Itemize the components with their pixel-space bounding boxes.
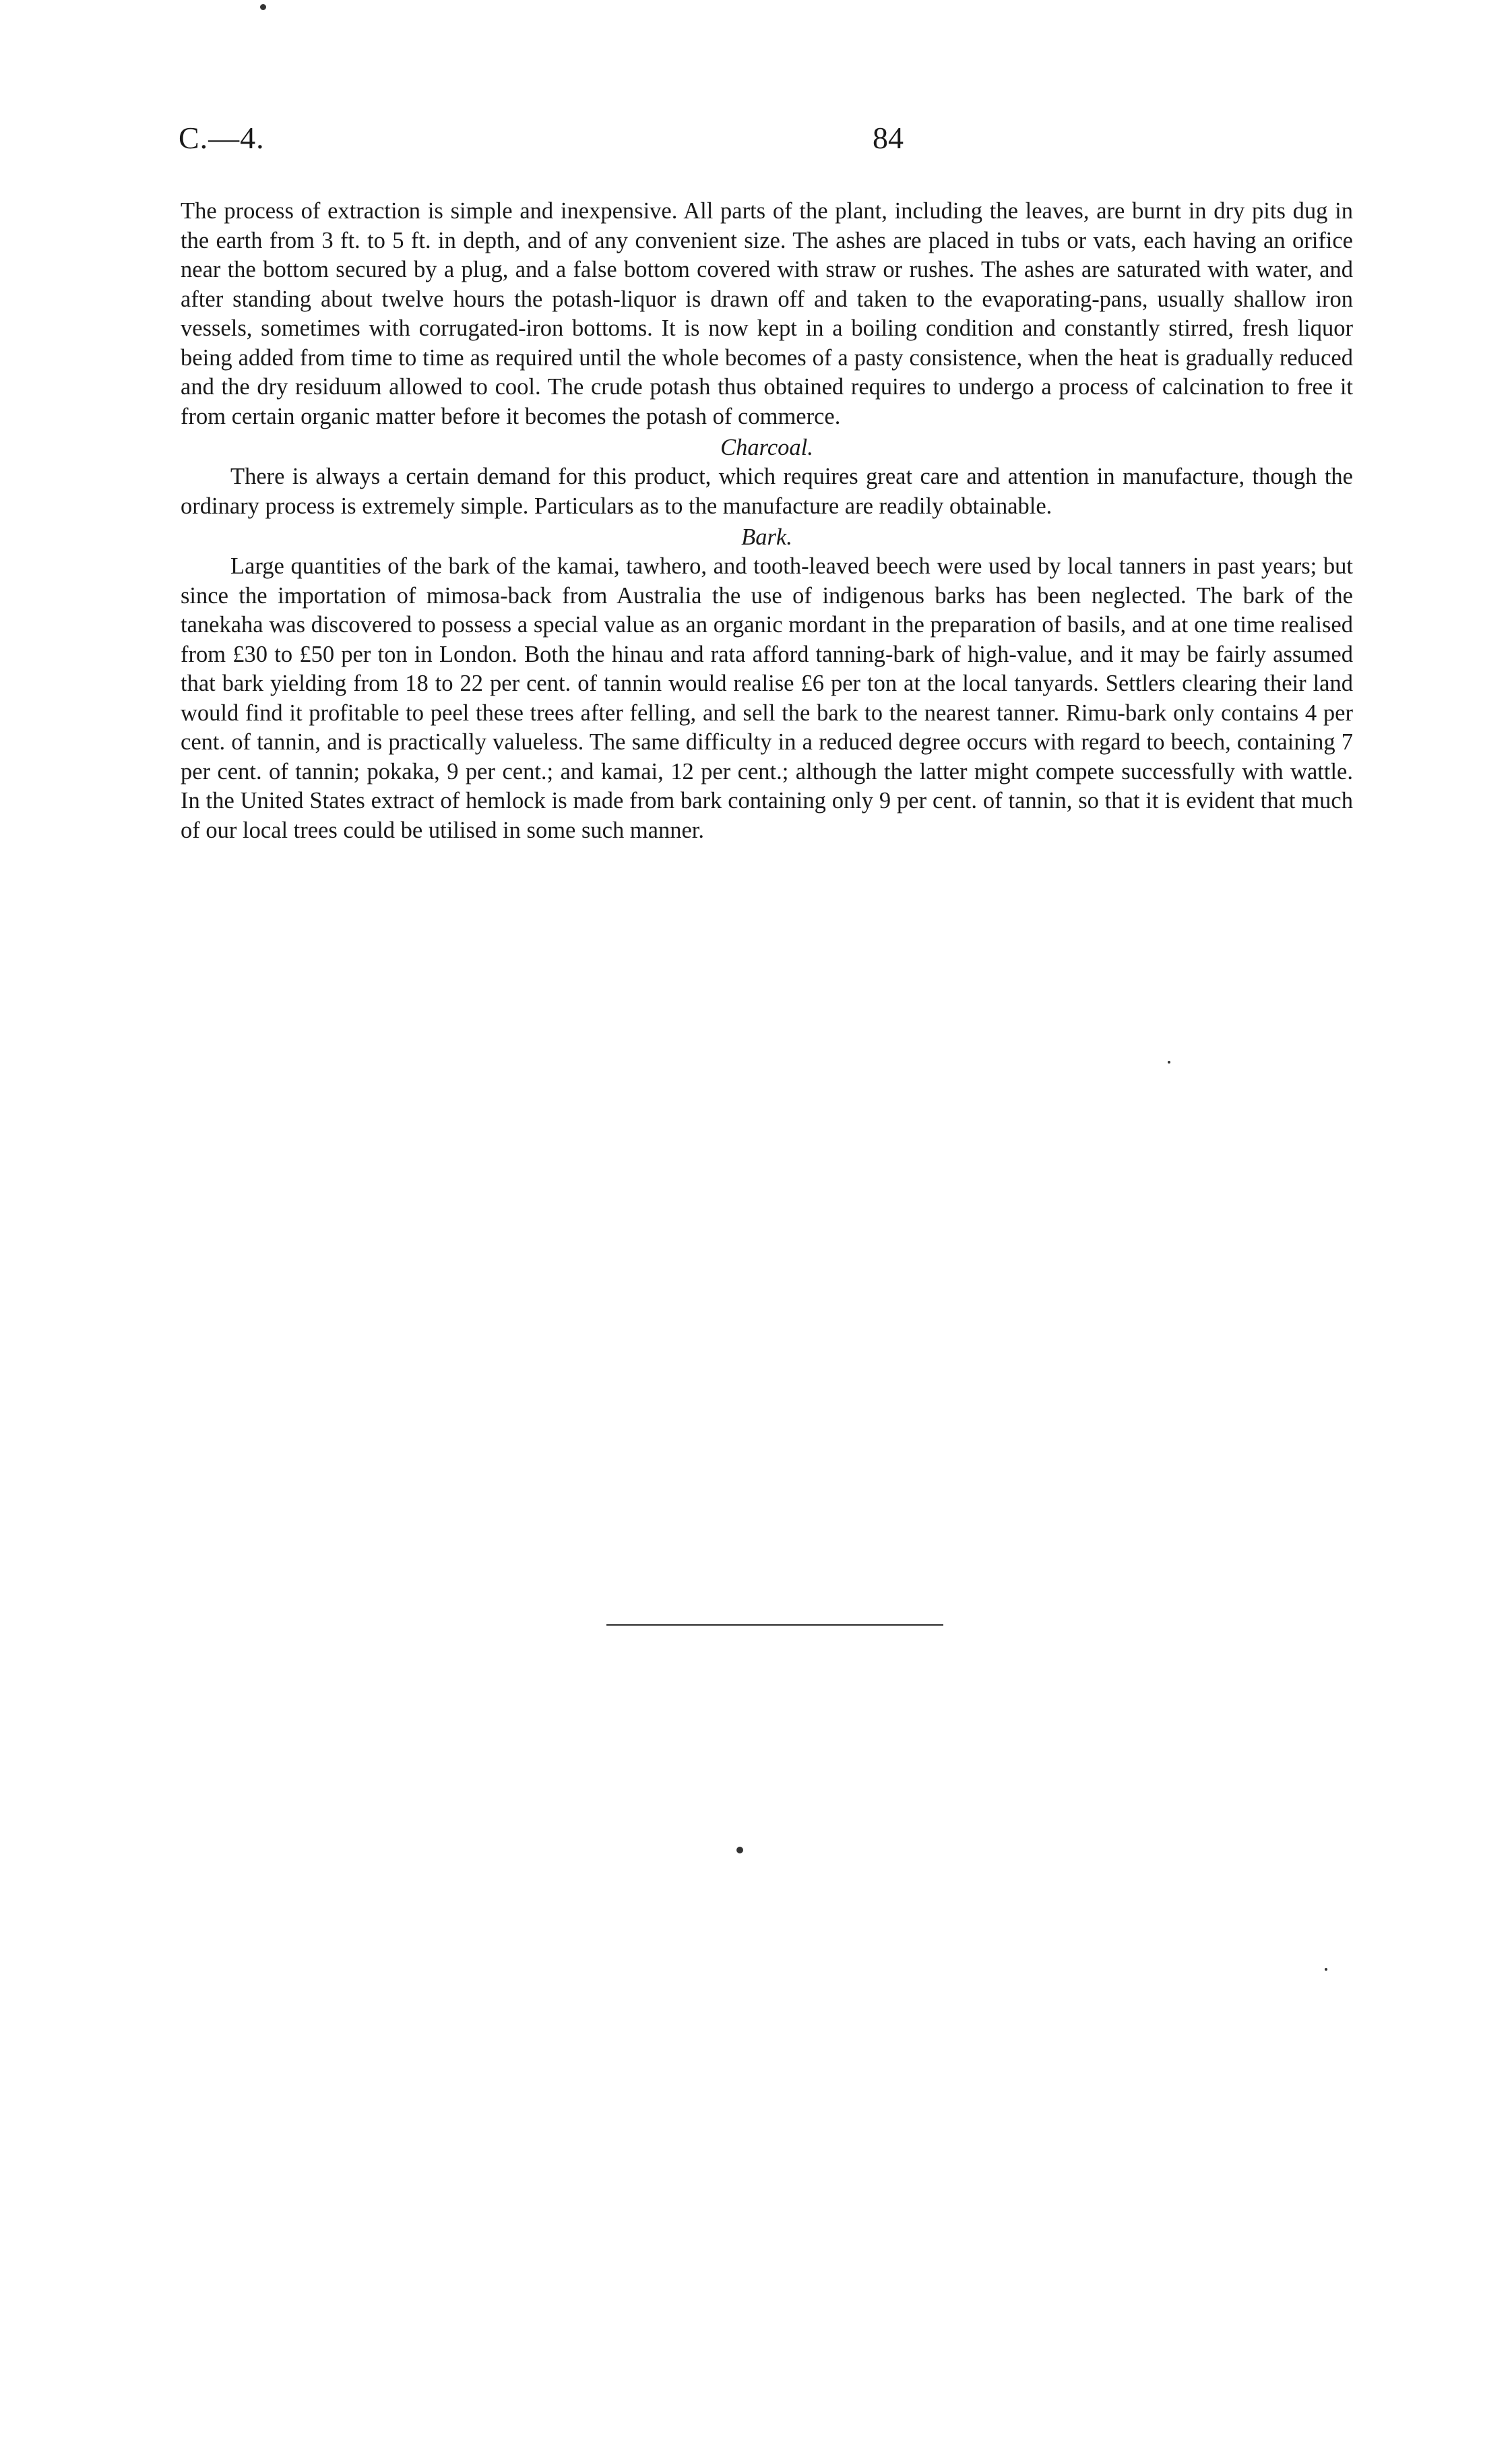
heading-charcoal: Charcoal. xyxy=(720,435,813,460)
scan-speck xyxy=(1325,1968,1327,1971)
paragraph-potash-process: The process of extraction is simple and inexpensive. All parts of the plant, including the leaves, are burnt in dry pits dug in the earth from 3 ft. to 5 ft. in depth, and of any convenient size. The ashes are placed in tubs or vats, each having an orifice near the bottom secured by a plug, and a false bottom covered with straw or rushes. The ashes are saturated with water, and after standing about twelve hours the potash-liquor is drawn off and taken to the evaporating-pans, usually shallow iron vessels, sometimes with corrugated-iron bottoms. It is now kept in a boiling condition and constantly stirred, fresh liquor being added from time to time as required until the whole becomes of a pasty consistence, when the heat is gradually reduced and the dry residuum allowed to cool. The crude potash thus obtained requires to undergo a process of calcination to free it from certain organic matter before it becomes the potash of commerce. xyxy=(181,198,1353,429)
scan-speck xyxy=(260,4,266,10)
page-header xyxy=(179,120,1351,167)
paragraph-charcoal: There is always a certain demand for this product, which requires great care and attention in manufacture, though the ordinary process is extremely simple. Particulars as to the manufacture are readily obtainable. xyxy=(181,464,1353,519)
paragraph-bark: Large quantities of the bark of the kamai, tawhero, and tooth-leaved beech were used by local tanners in past years; but since the importation of mimosa-back from Australia the use of indigenous barks has been neglected. The bark of the tanekaha was discovered to possess a special value as an organic mordant in the preparation of basils, and at one time realised from £30 to £50 per ton in London. Both the hinau and rata afford tanning-bark of high-value, and it may be fairly assumed that bark yielding from 18 to 22 per cent. of tannin would realise £6 per ton at the local tanyards. Settlers clearing their land would find it profitable to peel these trees after felling, and sell the bark to the nearest tanner. Rimu-bark only contains 4 per cent. of tannin, and is practically valueless. The same difficulty in a reduced degree occurs with regard to beech, containing 7 per cent. of tannin; pokaka, 9 per cent.; and kamai, 12 per cent.; although the latter might compete successfully with wattle. In the United States extract of hemlock is made from bark containing only 9 per cent. of tannin, so that it is evident that much of our local trees could be utilised in some such manner. xyxy=(181,553,1353,843)
page-number: 84 xyxy=(873,121,904,155)
heading-bark: Bark. xyxy=(741,524,792,550)
page-body xyxy=(181,197,1353,845)
end-rule xyxy=(606,1624,943,1626)
document-reference: C.—4. xyxy=(179,121,265,155)
scan-speck xyxy=(736,1847,743,1853)
scan-speck xyxy=(1168,1061,1170,1064)
